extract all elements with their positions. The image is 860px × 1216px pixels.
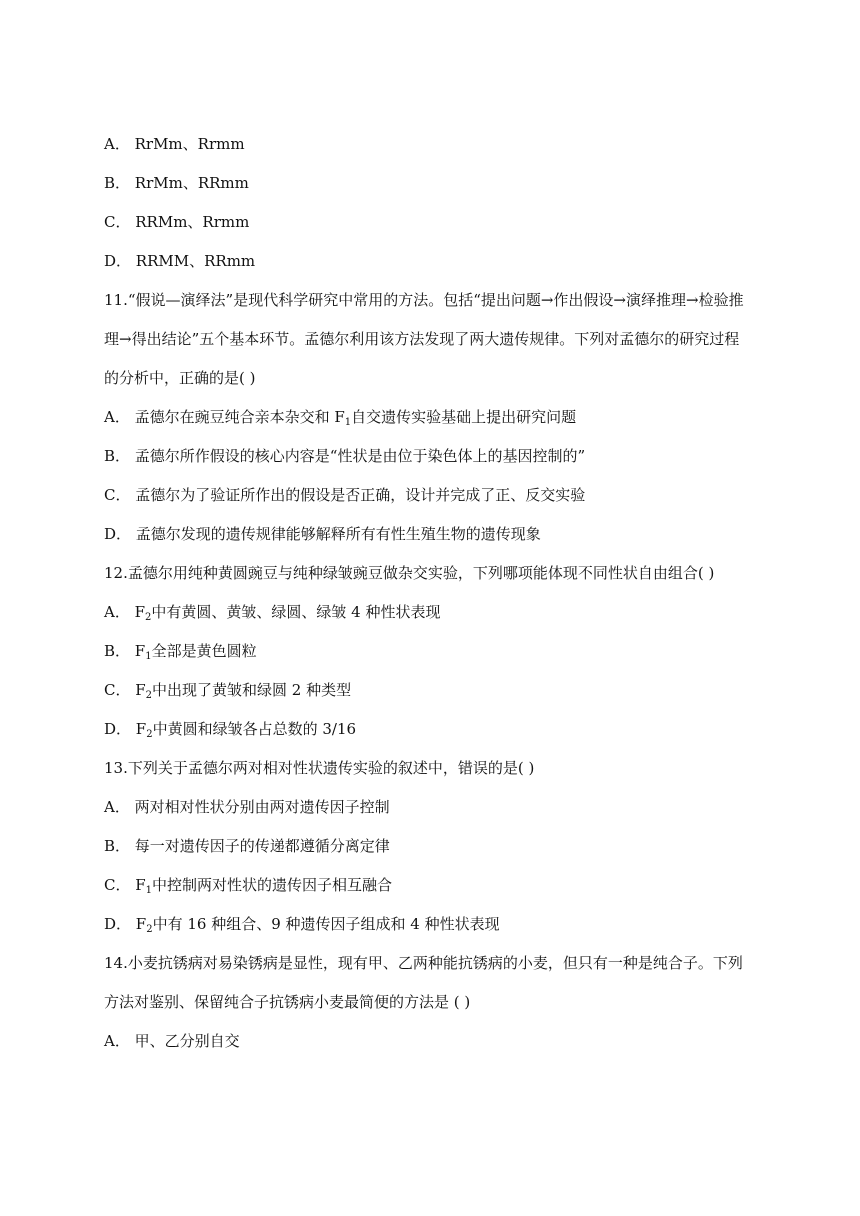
prev-option-c: C． RRMm、Rrmm [104, 213, 250, 231]
q12-option-a: A． $F_2$中有黄圆、黄皱、绿圆、绿皱 4 种性状表现 [104, 603, 441, 623]
q14-stem-line-1: 14.小麦抗锈病对易染锈病是显性，现有甲、乙两种能抗锈病的小麦，但只有一种是纯合子。下列 [104, 954, 743, 972]
q12-stem: 12.孟德尔用纯种黄圆豌豆与纯种绿皱豌豆做杂交实验，下列哪项能体现不同性状自由组合( ) [104, 564, 715, 582]
q11-option-a: A． 孟德尔在豌豆纯合亲本杂交和 $F_1$自交遗传实验基础上提出研究问题 [104, 408, 577, 428]
q11-stem-line-2: 理→得出结论”五个基本环节。孟德尔利用该方法发现了两大遗传规律。下列对孟德尔的研究过程 [104, 330, 740, 348]
q12-option-c: C． $F_2$中出现了黄皱和绿圆 2 种类型 [104, 681, 352, 701]
q12-option-d: D． $F_2$中黄圆和绿皱各占总数的 3/16 [104, 720, 357, 740]
q11-stem-line-1: 11.“假说—演绎法”是现代科学研究中常用的方法。包括“提出问题→作出假设→演绎推理→检验推 [104, 291, 744, 309]
q13-option-a: A． 两对相对性状分别由两对遗传因子控制 [104, 798, 390, 816]
prev-option-d: D． RRMM、RRmm [104, 252, 256, 270]
q11-option-b: B． 孟德尔所作假设的核心内容是“性状是由位于染色体上的基因控制的” [104, 447, 586, 465]
q11-option-c: C． 孟德尔为了验证所作出的假设是否正确，设计并完成了正、反交实验 [104, 486, 586, 504]
q13-option-d: D． $F_2$中有 16 种组合、9 种遗传因子组成和 4 种性状表现 [104, 915, 500, 935]
q13-stem: 13.下列关于孟德尔两对相对性状遗传实验的叙述中，错误的是( ) [104, 759, 535, 777]
q11-stem-line-3: 的分析中，正确的是( ) [104, 369, 256, 387]
q13-option-b: B． 每一对遗传因子的传递都遵循分离定律 [104, 837, 390, 855]
q14-option-a: A． 甲、乙分别自交 [104, 1032, 240, 1050]
q11-option-d: D． 孟德尔发现的遗传规律能够解释所有有性生殖生物的遗传现象 [104, 525, 541, 543]
q13-option-c: C． $F_1$中控制两对性状的遗传因子相互融合 [104, 876, 393, 896]
q12-option-b: B． $F_1$全部是黄色圆粒 [104, 642, 257, 662]
q14-stem-line-2: 方法对鉴别、保留纯合子抗锈病小麦最简便的方法是 ( ) [104, 993, 471, 1011]
prev-option-a: A． RrMm、Rrmm [104, 135, 245, 153]
prev-option-b: B． RrMm、RRmm [104, 174, 249, 192]
